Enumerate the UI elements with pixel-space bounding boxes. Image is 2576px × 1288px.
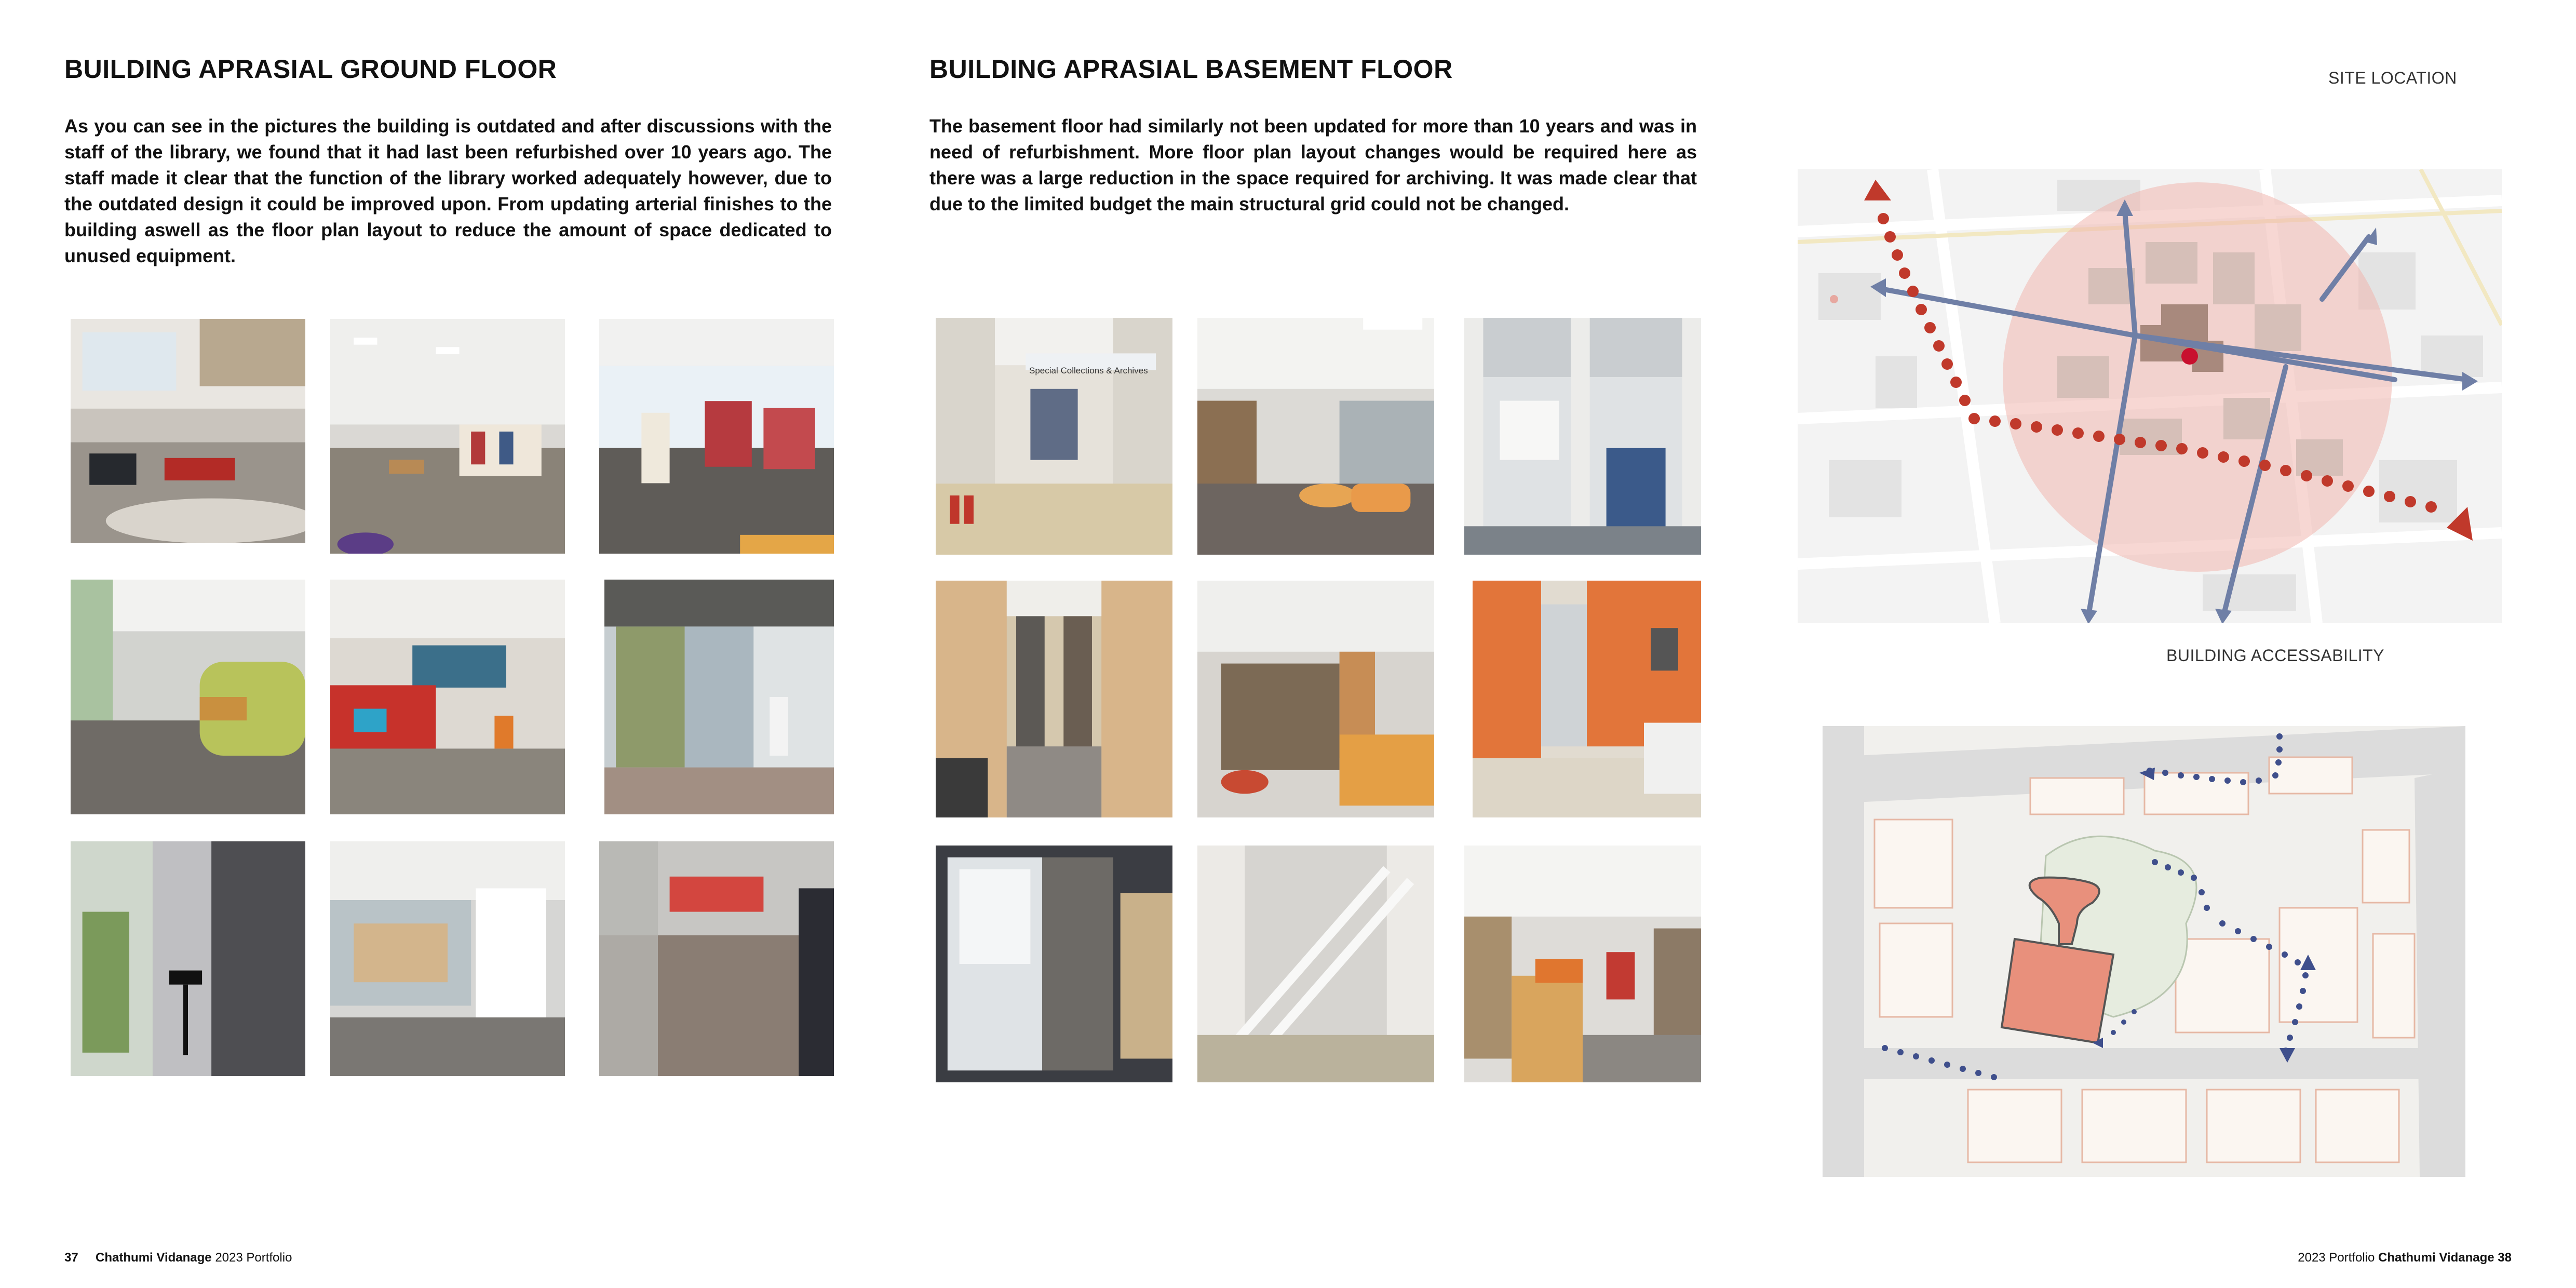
ground-floor-description: As you can see in the pictures the building is outdated and after discussions with the staff of the library, we found that it had last been refurbished over 10 years ago. The staff made it clear that the function of the library worked adequately however, due to the outdated design it could be improved upon. From updating arterial finishes to the building aswell as the floor plan layout to reduce the amount of space dedicated to unused equipment. xyxy=(64,115,832,266)
site-location-map xyxy=(1798,169,2502,623)
ground-floor-photo-4 xyxy=(71,580,305,814)
basement-photo-9 xyxy=(1464,846,1701,1082)
basement-photo-4 xyxy=(936,581,1172,817)
footer-left-page-number: 37 xyxy=(64,1251,78,1265)
site-location-label: SITE LOCATION xyxy=(2328,69,2457,87)
building-accessability-map xyxy=(1823,726,2465,1177)
ground-floor-photo-1 xyxy=(71,319,305,543)
ground-floor-photo-9 xyxy=(599,841,834,1076)
ground-floor-photo-7 xyxy=(71,841,305,1076)
ground-floor-photo-2 xyxy=(330,319,565,554)
basement-photo-7 xyxy=(936,846,1172,1082)
footer-right-page-number: 38 xyxy=(2498,1251,2512,1265)
basement-floor-description: The basement floor had similarly not been updated for more than 10 years and was in need of refurbishment. More floor plan layout changes would be required here as there was a large reduction in the space required for archiving. It was made clear that due to the limited budget the main structural grid could not be changed. xyxy=(929,115,1697,214)
footer-right-author: Chathumi Vidanage xyxy=(2378,1251,2494,1265)
ground-floor-photo-5 xyxy=(330,580,565,814)
ground-floor-photo-6 xyxy=(604,580,834,814)
footer-right xyxy=(2298,1251,2512,1265)
basement-photo-1 xyxy=(936,318,1172,555)
ground-floor-photo-8 xyxy=(330,841,565,1076)
basement-photo-3 xyxy=(1464,318,1701,555)
basement-photo-6 xyxy=(1473,581,1701,817)
basement-floor-heading: BUILDING APRASIAL BASEMENT FLOOR xyxy=(929,55,1453,84)
footer-left-portfolio: 2023 Portfolio xyxy=(215,1251,292,1265)
basement-photo-2 xyxy=(1197,318,1434,555)
footer-left xyxy=(64,1251,292,1265)
basement-photo-5 xyxy=(1197,581,1434,817)
ground-floor-photo-3 xyxy=(599,319,834,554)
building-accessability-label: BUILDING ACCESSABILITY xyxy=(2166,646,2385,665)
footer-right-portfolio: 2023 Portfolio xyxy=(2298,1251,2375,1265)
ground-floor-heading: BUILDING APRASIAL GROUND FLOOR xyxy=(64,55,557,84)
basement-photo-8 xyxy=(1197,846,1434,1082)
archives-sign-text: Special Collections & Archives xyxy=(1029,366,1148,375)
footer-left-author: Chathumi Vidanage xyxy=(96,1251,212,1265)
